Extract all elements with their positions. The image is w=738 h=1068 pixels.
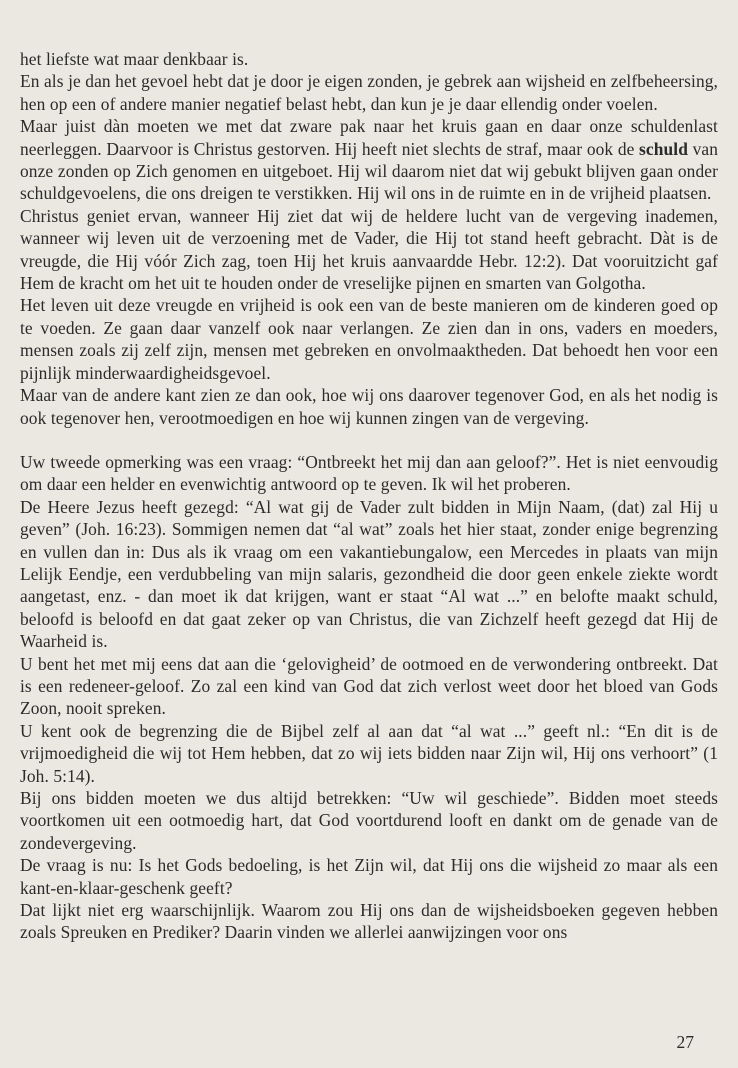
paragraph-6: Maar van de andere kant zien ze dan ook, hoe wij ons daarover tegenover God, en als het nodig is ook tegenover hen, verootmoedigen en hoe wij kunnen zingen van de vergeving. (20, 385, 718, 428)
paragraph-1: het liefste wat maar denkbaar is. (20, 49, 249, 69)
paragraph-8: De Heere Jezus heeft gezegd: “Al wat gij de Vader zult bidden in Mijn Naam, (dat) zal Hij u geven” (Joh. 16:23). Sommigen nemen dat “al wat” zoals het hier staat, zonder enige begrenzing en vullen dan in: Dus als ik vraag om een vakantiebungalow, een Mercedes in plaats van mijn Lelijk Eendje, een verdubbeling van mijn salaris, gezondheid die door geen enkele ziekte wordt aangetast, enz. - dan moet ik dat krijgen, want er staat “Al wat ...” en belofte maakt schuld, beloofd is beloofd en dat gaat zeker op van Christus, die van Zichzelf heeft gezegd dat Hij de Waarheid is. (20, 496, 718, 652)
page-number: 27 (676, 1032, 694, 1052)
paragraph-5: Het leven uit deze vreugde en vrijheid is ook een van de beste manieren om de kinderen goed op te voeden. Ze gaan daar vanzelf ook naar verlangen. Ze zien dan in ons, vaders en moeders, mensen zoals zij zelf zijn, mensen met gebreken en onvolmaaktheden. Dat behoedt hen voor een pijnlijk minderwaardigheidsgevoel. (20, 295, 718, 383)
paragraph-7: Uw tweede opmerking was een vraag: “Ontbreekt het mij dan aan geloof?”. Het is niet eenvoudig om daar een helder en evenwichtig antwoord op te geven. Ik wil het proberen. (20, 451, 718, 495)
paragraph-3: Maar juist dàn moeten we met dat zware pak naar het kruis gaan en daar onze schuldenlast neerleggen. Daarvoor is Christus gestorven. Hij heeft niet slechts de straf, maar ook de schuld van onze zonden op Zich genomen en uitgeboet. Hij wil daarom niet dat wij gebukt blijven gaan onder schuldgevoelens, die ons dreigen te verstikken. Hij wil ons in de ruimte en in de vrijheid plaatsen. (20, 116, 718, 204)
paragraph-13: Dat lijkt niet erg waarschijnlijk. Waarom zou Hij ons dan de wijsheidsboeken gegeven hebben zoals Spreuken en Prediker? Daarin vinden we allerlei aanwijzingen voor ons (20, 900, 718, 943)
paragraph-2: En als je dan het gevoel hebt dat je door je eigen zonden, je gebrek aan wijsheid en zelfbeheersing, hen op een of andere manier negatief belast hebt, dan kun je je daar ellendig onder voelen. (20, 71, 718, 114)
emphasis-schuld: schuld (639, 138, 688, 159)
paragraph-12: De vraag is nu: Is het Gods bedoeling, is het Zijn wil, dat Hij ons die wijsheid zo maar als een kant-en-klaar-geschenk geeft? (20, 855, 718, 898)
paragraph-9: U bent het met mij eens dat aan die ‘gelovigheid’ de ootmoed en de verwondering ontbreekt. Dat is een redeneer-geloof. Zo zal een kind van God dat zich verlost weet door het bloed van Gods Zoon, nooit spreken. (20, 653, 718, 719)
paragraph-4: Christus geniet ervan, wanneer Hij ziet dat wij de heldere lucht van de vergeving inademen, wanneer wij leven uit de verzoening met de Vader, die Hij tot stand heeft gebracht. Dàt is de vreugde, die Hij vóór Zich zag, toen Hij het kruis aanvaardde Hebr. 12:2). Dat vooruitzicht gaf Hem de kracht om het uit te houden onder de vreselijke pijnen en smarten van Golgotha. (20, 205, 718, 294)
paragraph-10: U kent ook de begrenzing die de Bijbel zelf al aan dat “al wat ...” geeft nl.: “En dit is de vrijmoedigheid die wij tot Hem hebben, dat zo wij iets bidden naar Zijn wil, Hij ons verhoort” (1 Joh. 5:14). (20, 720, 718, 786)
body-text (20, 48, 718, 944)
paragraph-11: Bij ons bidden moeten we dus altijd betrekken: “Uw wil geschiede”. Bidden moet steeds voortkomen uit een ootmoedig hart, dat God voortdurend looft en dankt om de genade van de zondevergeving. (20, 788, 718, 853)
